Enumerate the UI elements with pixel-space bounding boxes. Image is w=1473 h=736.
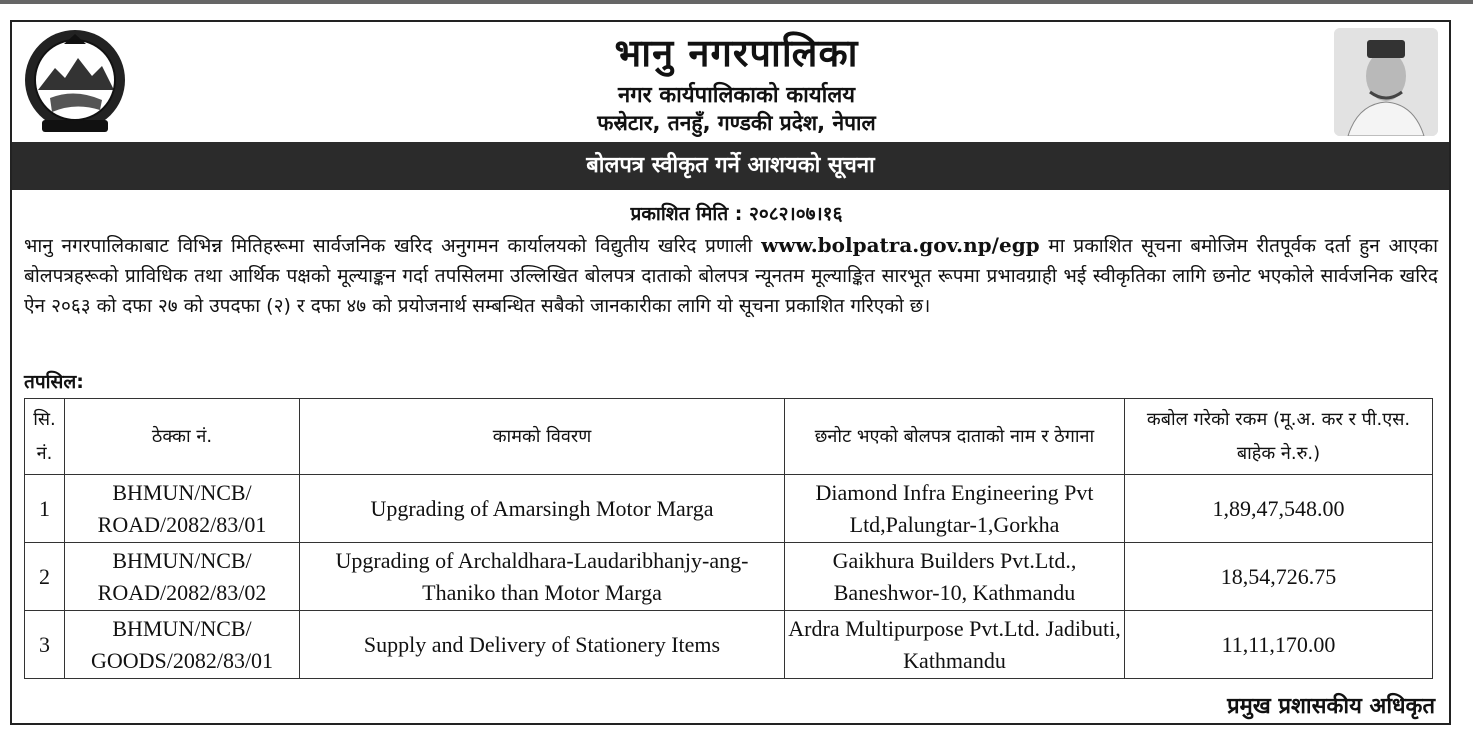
top-rule [0,0,1473,4]
cell-bidder: Diamond Infra Engineering Pvt Ltd,Palungtar-1,Gorkha [785,475,1125,543]
cell-amount: 18,54,726.75 [1125,543,1433,611]
cell-bidder: Ardra Multipurpose Pvt.Ltd. Jadibuti, Kathmandu [785,611,1125,679]
cell-contract-no: BHMUN/NCB/ ROAD/2082/83/01 [65,475,300,543]
cell-contract-no: BHMUN/NCB/ ROAD/2082/83/02 [65,543,300,611]
cell-serial: 3 [25,611,65,679]
cell-contract-no: BHMUN/NCB/ GOODS/2082/83/01 [65,611,300,679]
header-bidder: छनोट भएको बोलपत्र दाताको नाम र ठेगाना [785,399,1125,475]
bolpatra-link[interactable]: www.bolpatra.gov.np/egp [761,233,1040,257]
nepal-emblem-icon [20,28,130,136]
notice-body [24,230,1438,321]
cell-description: Supply and Delivery of Stationery Items [300,611,785,679]
publication-date: प्रकाशित मिति : २०८२।०७।१६ [630,203,843,225]
organization-name: भानु नगरपालिका [614,31,859,75]
signatory-title: प्रमुख प्रशासकीय अधिकृत [1227,694,1435,719]
cell-amount: 1,89,47,548.00 [1125,475,1433,543]
cell-description: Upgrading of Archaldhara-Laudaribhanjy-ang-Thaniko than Motor Marga [300,543,785,611]
cell-amount: 11,11,170.00 [1125,611,1433,679]
header-contract-no: ठेक्का नं. [65,399,300,475]
table-row [25,475,1433,543]
notice-text-end: मा प्रकाशित सूचना बमोजिम रीतपूर्वक दर्ता हुन आएका बोलपत्रहरूको प्राविधिक तथा आर्थिक पक्षको मूल्याङ्कन गर्दा तपसिलमा उल्लिखित बोलपत्र दाताको बोलपत्र न्यूनतम मूल्याङ्कित सारभूत रूपमा प्रभावग्राही भई स्वीकृतिका लागि छनोट भएकोले सार्वजनिक खरिद ऐन २०६३ को दफा २७ को उपदफा (२) र दफा ४७ को प्रयोजनार्थ सम्बन्धित सबैको जानकारीका लागि यो सूचना प्रकाशित गरिएको छ। [24,235,1438,317]
office-name: नगर कार्यपालिकाको कार्यालय [618,83,855,108]
notice-text-start: भानु नगरपालिकाबाट विभिन्न मितिहरूमा सार्वजनिक खरिद अनुगमन कार्यालयको विद्युतीय खरिद प्रणाली [24,235,762,257]
office-address: फस्रेटार, तनहुँ, गण्डकी प्रदेश, नेपाल [597,111,876,135]
header-amount: कबोल गरेको रकम (मू.अ. कर र पी.एस. बाहेक ने.रु.) [1125,399,1433,475]
table-row [25,611,1433,679]
header-serial: सि. नं. [25,399,65,475]
table-row [25,543,1433,611]
cell-bidder: Gaikhura Builders Pvt.Ltd., Baneshwor-10, Kathmandu [785,543,1125,611]
header-description: कामको विवरण [300,399,785,475]
table-header-row [25,399,1433,475]
cell-serial: 2 [25,543,65,611]
cell-serial: 1 [25,475,65,543]
schedule-label: तपसिल: [24,371,84,393]
cell-description: Upgrading of Amarsingh Motor Marga [300,475,785,543]
portrait-photo [1334,28,1438,136]
notice-title-banner: बोलपत्र स्वीकृत गर्ने आशयको सूचना [12,142,1449,190]
bid-table [24,398,1433,679]
